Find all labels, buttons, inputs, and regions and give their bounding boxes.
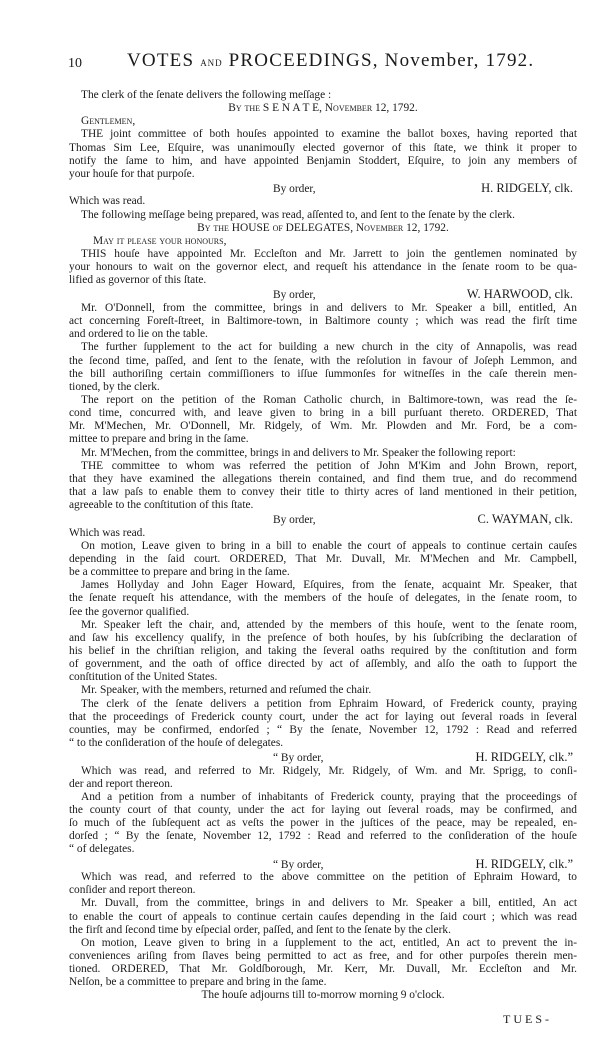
text-line: his belief in the chriſtian religion, and taking the ſeveral oaths required by the conſtitution and form bbox=[69, 644, 577, 657]
paragraph bbox=[69, 302, 577, 341]
text-line: The following meſſage being prepared, was read, aſſented to, and ſent to the ſenate by the clerk. bbox=[81, 208, 515, 221]
clerk-signature: H. RIDGELY, clk.” bbox=[475, 856, 573, 871]
page-header bbox=[68, 50, 580, 74]
paragraph bbox=[69, 89, 577, 102]
paragraph bbox=[69, 209, 577, 222]
text-line: THE committee to whom was referred the petition of John M'Kim and John Brown, report, bbox=[81, 459, 577, 472]
paragraph bbox=[69, 765, 577, 791]
text-line: Mr. Duvall, from the committee, brings in and delivers to Mr. Speaker a bill, entitled, An act bbox=[81, 897, 577, 910]
text-line: Which was read. bbox=[69, 195, 146, 208]
text-line: ſo much of the ſubſequent act as veſts the power in the juſtices of the peace, may be repealed, en- bbox=[69, 817, 577, 830]
text-line: of government, and the oath of office directed by act of aſſembly, and alſo the oath to ſupport the bbox=[69, 658, 577, 671]
text-line: der and report thereon. bbox=[69, 777, 173, 790]
paragraph bbox=[69, 128, 577, 181]
text-line: tioned, by the clerk. bbox=[69, 380, 160, 393]
text-line: ſee the governor qualified. bbox=[69, 605, 190, 618]
paragraph bbox=[69, 195, 577, 208]
centered-heading: By the S E N A T E, November 12, 1792. bbox=[228, 102, 418, 115]
text-line: THIS houſe have appointed Mr. Eccleſton and Mr. Jarrett to join the gentlemen nominated by bbox=[81, 248, 577, 261]
text-line: and ſaw his excellency qualify, in the preſence of both houſes, by his ſubſcribing the declaration of bbox=[69, 631, 577, 644]
text-line: May it please your honours, bbox=[93, 234, 227, 247]
text-line: depending in the ſaid court. ORDERED, That Mr. Duvall, Mr. M'Mechen and Mr. Campbell, bbox=[69, 553, 577, 565]
text-line: conſider and report thereon. bbox=[69, 884, 196, 897]
text-line: Mr. M'Mechen, Mr. O'Donnell, Mr. Ridgely, of Wm. Mr. Plowden and Mr. Ford, be a com- bbox=[69, 420, 577, 433]
paragraph bbox=[69, 248, 577, 287]
paragraph bbox=[69, 579, 577, 618]
text-line: to enable the court of appeals to continue certain cauſes depending in the ſaid court ; which was read bbox=[69, 910, 577, 923]
by-order-label: By order, bbox=[273, 514, 316, 527]
text-line: On motion, Leave given to bring in a bill to enable the court of appeals to continue certain cauſes bbox=[81, 539, 577, 552]
paragraph bbox=[69, 394, 577, 447]
text-line: notify the ſame to him, and have appointed Benjamin Stoddert, Eſquire, to join any members of bbox=[69, 154, 577, 167]
text-line: the ſenate requeſt his attendance, with the members of the houſe of delegates, in the ſenate room, to bbox=[69, 592, 577, 605]
text-line: Nelſon, be a committee to prepare and bring in the ſame. bbox=[69, 976, 327, 989]
text-line: And a petition from a number of inhabitants of Frederick county, praying that the proceedings of bbox=[81, 790, 577, 803]
text-line: Mr. M'Mechen, from the committee, brings in and delivers to Mr. Speaker the following report: bbox=[81, 446, 516, 459]
running-title-votes: VOTES bbox=[127, 50, 195, 71]
text-line: cond time, concurred with, and leave given to bring in a bill purſuant thereto. ORDERED, That bbox=[69, 407, 577, 420]
by-order-label: By order, bbox=[273, 289, 316, 302]
text-line: Gentlemen, bbox=[81, 115, 136, 128]
centered-heading: The houſe adjourns till to-morrow morning 9 o'clock. bbox=[201, 989, 445, 1002]
text-line: On motion, Leave given to bring in a ſupplement to the act, entitled, An act to prevent the in- bbox=[81, 936, 577, 949]
text-line: Which was read, and referred to the above committee on the petition of Ephraim Howard, to bbox=[81, 871, 577, 884]
paragraph bbox=[69, 937, 577, 990]
paragraph bbox=[69, 460, 577, 513]
clerk-signature: W. HARWOOD, clk. bbox=[466, 287, 573, 302]
text-line: The further ſupplement to the act for building a new church in the city of Annapolis, was read bbox=[81, 341, 577, 354]
running-title-and: and bbox=[200, 54, 223, 69]
paragraph bbox=[69, 871, 577, 897]
text-line: “ of delegates. bbox=[69, 843, 135, 856]
text-line: the firſt and ſecond time by eſpecial order, paſſed, and ſent to the ſenate by the clerk. bbox=[69, 923, 451, 936]
paragraph bbox=[69, 698, 577, 751]
paragraph bbox=[69, 341, 577, 394]
centered-heading: By the HOUSE of DELEGATES, November 12, 1792. bbox=[197, 221, 449, 234]
text-line: Which was read, and referred to Mr. Ridgely, Mr. Ridgely, of Wm. and Mr. Sprigg, to conſi- bbox=[81, 764, 577, 777]
by-order-label: By order, bbox=[273, 182, 316, 195]
paragraph bbox=[69, 527, 577, 540]
paragraph bbox=[69, 115, 577, 128]
text-line: dorſed ; “ By the ſenate, November 12, 1792 : Read and referred to the conſideration of the houſe bbox=[69, 830, 577, 843]
text-line: conſtitution of the United States. bbox=[69, 671, 218, 684]
signature-line bbox=[69, 181, 577, 196]
signature-line bbox=[69, 750, 577, 765]
text-line: The report on the petition of the Roman Catholic church, in Baltimore-town, was read the ſe- bbox=[81, 393, 577, 406]
text-line: your honours to wait on the governor elect, and requeſt his attendance in the ſenate room to be qua- bbox=[69, 261, 577, 274]
text-line: conveniences ariſing from ſlaves being permitted to act as free, and for other purpoſes therein men- bbox=[69, 949, 577, 962]
text-line: “ to the conſideration of the houſe of delegates. bbox=[69, 736, 284, 749]
text-line: The clerk of the ſenate delivers the following meſſage : bbox=[81, 89, 332, 101]
text-line: Mr. O'Donnell, from the committee, brings in and delivers to Mr. Speaker a bill, entitled, An bbox=[81, 301, 577, 314]
paragraph bbox=[69, 540, 577, 579]
signature-line bbox=[69, 512, 577, 527]
paragraph bbox=[69, 619, 577, 685]
text-line: that the proceedings of Frederick county court, under the act for laying out ſeveral roads in ſeveral bbox=[69, 710, 577, 723]
text-line: be a committee to prepare and bring in the ſame. bbox=[69, 566, 290, 579]
text-line: Which was read. bbox=[69, 526, 146, 539]
paragraph bbox=[69, 447, 577, 460]
text-line: that a law paſs to enable them to convey their title to thirty acres of land mentioned in their petition, bbox=[69, 485, 577, 498]
paragraph bbox=[69, 235, 577, 248]
text-line: counties, may be confirmed, endorſed ; “ By the ſenate, November 12, 1792 : Read and referred bbox=[69, 723, 577, 736]
text-line: Thomas Sim Lee, Eſquire, was unanimouſly elected governor of this ſtate, we think it proper to bbox=[69, 141, 577, 154]
paragraph bbox=[69, 897, 577, 936]
clerk-signature: C. WAYMAN, clk. bbox=[477, 512, 573, 527]
paragraph bbox=[69, 684, 577, 697]
text-line: James Hollyday and John Eager Howard, Eſquires, from the ſenate, acquaint Mr. Speaker, that bbox=[81, 579, 577, 592]
running-title bbox=[127, 50, 534, 72]
running-title-proceedings: PROCEEDINGS, November, 1792. bbox=[228, 50, 535, 71]
by-order-label: “ By order, bbox=[273, 858, 324, 871]
clerk-signature: H. RIDGELY, clk. bbox=[481, 180, 573, 195]
catchword: TUES- bbox=[503, 1012, 552, 1026]
text-line: the ſecond time, paſſed, and ſent to the ſenate, with the reſolution in favour of Joſeph Lemmon, and bbox=[69, 354, 577, 367]
text-line: The clerk of the ſenate delivers a petition from Ephraim Howard, of Frederick county, praying bbox=[81, 697, 577, 710]
signature-line bbox=[69, 857, 577, 872]
text-line: Mr. Speaker, with the members, returned and reſumed the chair. bbox=[81, 684, 372, 697]
text-line: the bill authoriſing certain commiſſioners to iſſue ſummonſes for witneſſes in the caſe therein men- bbox=[69, 367, 577, 380]
by-order-label: “ By order, bbox=[273, 752, 324, 765]
text-line: lified as governor of this ſtate. bbox=[69, 274, 207, 287]
text-line: the county court of that county, under the act for laying out ſeveral roads, may be confirmed, and bbox=[69, 804, 577, 817]
text-line: and ordered to lie on the table. bbox=[69, 328, 208, 341]
clerk-signature: H. RIDGELY, clk.” bbox=[475, 750, 573, 765]
document-body bbox=[69, 89, 577, 1003]
paragraph bbox=[69, 791, 577, 857]
text-line: mittee to prepare and bring in the ſame. bbox=[69, 433, 249, 446]
page-number: 10 bbox=[68, 56, 82, 71]
text-line: act concerning Foreſt-ſtreet, in Baltimore-town, in Baltimore county ; which was read the firſt time bbox=[69, 315, 577, 328]
signature-line bbox=[69, 287, 577, 302]
text-line: THE joint committee of both houſes appointed to examine the ballot boxes, having reported that bbox=[81, 128, 577, 141]
text-line: Mr. Speaker left the chair, and, attended by the members of this houſe, went to the ſenate room, bbox=[81, 618, 577, 631]
text-line: tioned. ORDERED, That Mr. Goldſborough, Mr. Kerr, Mr. Duvall, Mr. Eccleſton and Mr. bbox=[69, 963, 577, 976]
text-line: that they have examined the allegations therein contained, and find them true, and do recommend bbox=[69, 472, 577, 485]
text-line: your houſe for that purpoſe. bbox=[69, 167, 195, 180]
text-line: agreeable to the conſtitution of this ſtate. bbox=[69, 499, 254, 512]
